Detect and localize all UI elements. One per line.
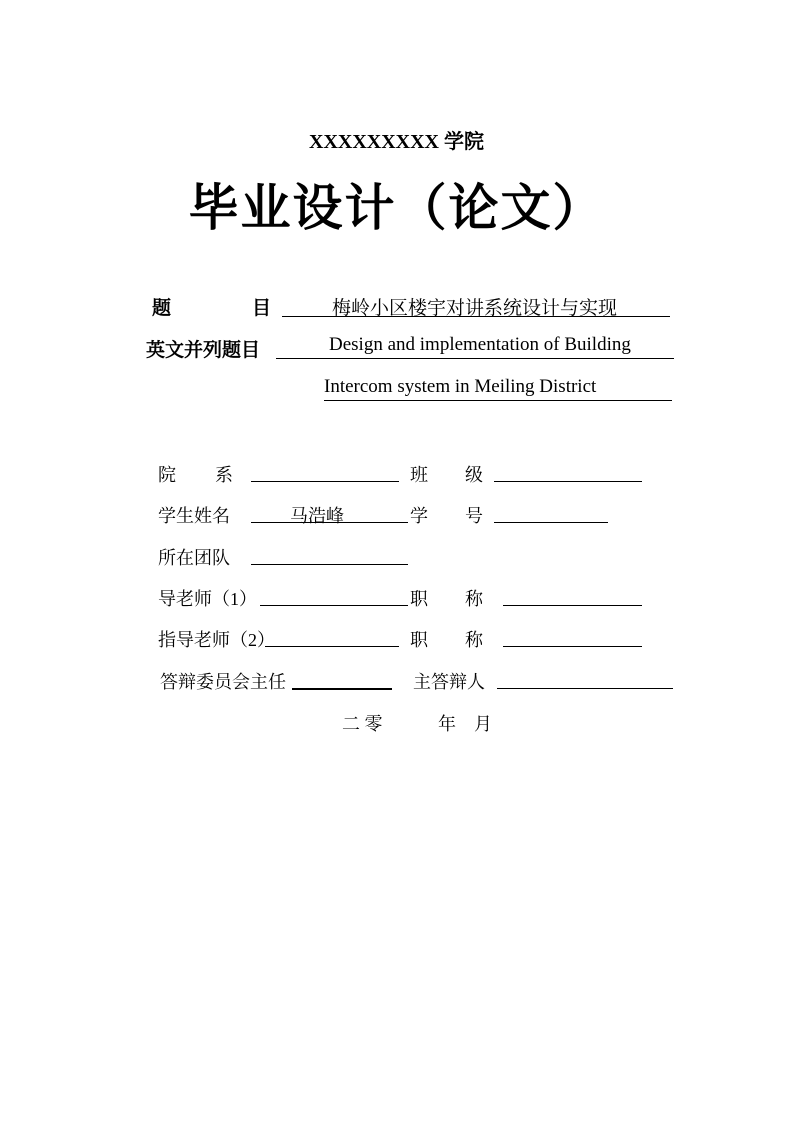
defender-label: 主答辩人 [413,672,485,692]
advisor2-label: 指导老师（2） [158,630,275,650]
advisor1-label: 导老师（1） [158,589,257,609]
department-field [251,481,399,482]
english-title-line2: Intercom system in Meiling District [324,376,597,397]
team-label: 所在团队 [158,548,230,568]
school-name: XXXXXXXXX 学院 [309,131,484,153]
department-label-part2: 系 [215,465,233,485]
class-label-part1: 班 [410,465,428,485]
department-label-part1: 院 [158,465,176,485]
student-name-value: 马浩峰 [290,506,344,526]
title2-label-part1: 职 [410,630,428,650]
title2-label-part2: 称 [465,630,483,650]
title-label-part2: 目 [252,298,272,319]
english-title-label: 英文并列题目 [146,340,261,361]
title-label-part1: 题 [152,298,172,319]
advisor1-field [260,605,408,606]
defender-field [497,688,673,689]
class-field [494,481,642,482]
team-field [251,564,408,565]
date-month-suffix: 月 [474,714,492,734]
title1-label-part2: 称 [465,589,483,609]
title1-label-part1: 职 [410,589,428,609]
student-name-label: 学生姓名 [158,506,230,526]
date-year-prefix: 二 零 [342,714,383,734]
title1-field [503,605,642,606]
date-year-suffix: 年 [438,714,456,734]
english-title-line1: Design and implementation of Building [329,334,631,355]
student-id-label-part2: 号 [465,506,483,526]
document-title: 毕业设计（论文） [188,179,605,237]
title2-field [503,646,642,647]
class-label-part2: 级 [465,465,483,485]
committee-chair-field [292,688,392,690]
thesis-title: 梅岭小区楼宇对讲系统设计与实现 [332,298,618,319]
english-title-underline-1 [276,358,674,359]
student-id-label-part1: 学 [410,506,428,526]
student-id-field [494,522,608,523]
advisor2-field [265,646,399,647]
committee-chair-label: 答辩委员会主任 [160,672,286,692]
english-title-underline-2 [324,400,672,401]
